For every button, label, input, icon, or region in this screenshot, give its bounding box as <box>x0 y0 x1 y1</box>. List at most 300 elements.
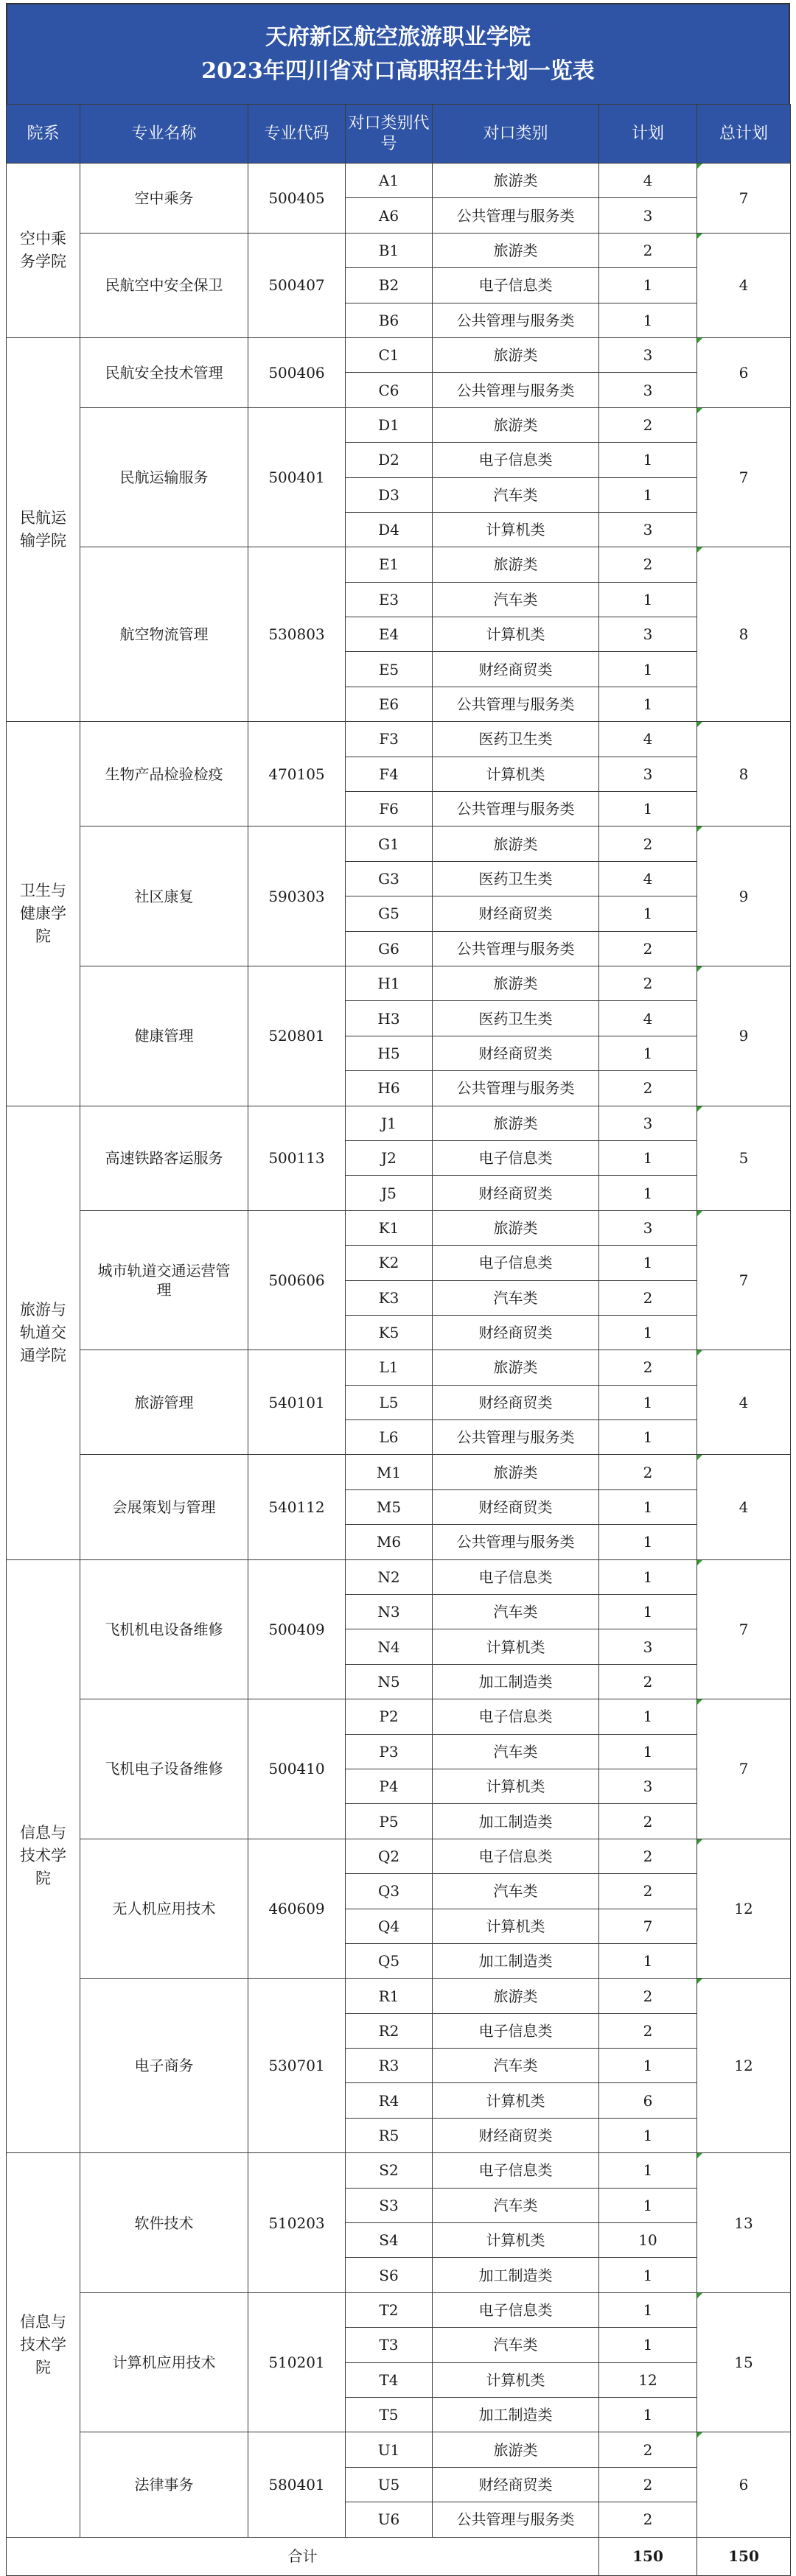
major-name: 计算机应用技术 <box>80 2292 248 2432</box>
major-name: 城市轨道交通运营管理 <box>80 1210 248 1350</box>
category-name: 医药卫生类 <box>433 1001 599 1036</box>
plan-count: 1 <box>599 1943 697 1978</box>
plan-count: 3 <box>599 337 697 372</box>
major-total: 4 <box>697 1455 791 1559</box>
sum-total: 150 <box>697 2537 791 2575</box>
category-name: 电子信息类 <box>433 2153 599 2188</box>
major-name: 民航运输服务 <box>80 407 248 547</box>
category-name: 计算机类 <box>433 2223 599 2258</box>
category-code: Q3 <box>346 1874 433 1909</box>
plan-count: 1 <box>599 1246 697 1280</box>
plan-count: 1 <box>599 2153 697 2188</box>
category-code: E6 <box>346 687 433 721</box>
category-name: 公共管理与服务类 <box>433 373 599 407</box>
category-name: 旅游类 <box>433 233 599 267</box>
school-name: 天府新区航空旅游职业学院 <box>265 24 531 50</box>
category-name: 电子信息类 <box>433 2292 599 2327</box>
category-code: S2 <box>346 2153 433 2188</box>
plan-count: 2 <box>599 1804 697 1839</box>
plan-count: 1 <box>599 1420 697 1455</box>
category-code: E5 <box>346 652 433 687</box>
category-name: 旅游类 <box>433 1210 599 1245</box>
category-name: 电子信息类 <box>433 2013 599 2048</box>
dept-name: 旅游与轨道交通学院 <box>7 1106 80 1559</box>
category-name: 医药卫生类 <box>433 722 599 757</box>
major-code: 470105 <box>248 722 346 827</box>
category-name: 旅游类 <box>433 1979 599 2013</box>
category-name: 旅游类 <box>433 1350 599 1385</box>
category-code: G3 <box>346 861 433 896</box>
plan-count: 1 <box>599 2258 697 2292</box>
category-name: 旅游类 <box>433 1106 599 1140</box>
header-category: 对口类别 <box>433 105 599 164</box>
table-row <box>7 1455 791 1489</box>
plan-count: 3 <box>599 198 697 233</box>
category-code: F6 <box>346 792 433 827</box>
major-name: 电子商务 <box>80 1979 248 2153</box>
table-body <box>7 164 791 2538</box>
category-name: 旅游类 <box>433 2432 599 2467</box>
plan-count: 3 <box>599 617 697 652</box>
category-code: D3 <box>346 477 433 512</box>
category-code: T2 <box>346 2292 433 2327</box>
plan-count: 2 <box>599 233 697 267</box>
category-name: 旅游类 <box>433 1455 599 1489</box>
plan-count: 2 <box>599 2467 697 2502</box>
category-code: G6 <box>346 931 433 966</box>
category-name: 财经商贸类 <box>433 1315 599 1350</box>
plan-count: 2 <box>599 931 697 966</box>
category-name: 公共管理与服务类 <box>433 792 599 827</box>
major-code: 510203 <box>248 2153 346 2293</box>
major-code: 510201 <box>248 2292 346 2432</box>
plan-count: 4 <box>599 1001 697 1036</box>
table-row <box>7 1559 791 1594</box>
major-code: 500406 <box>248 337 346 407</box>
plan-count: 1 <box>599 1385 697 1419</box>
plan-count: 1 <box>599 477 697 512</box>
category-code: Q2 <box>346 1839 433 1873</box>
plan-count: 4 <box>599 861 697 896</box>
plan-count: 1 <box>599 443 697 477</box>
plan-count: 1 <box>599 1699 697 1734</box>
table-row <box>7 2292 791 2327</box>
category-name: 公共管理与服务类 <box>433 198 599 233</box>
category-code: N2 <box>346 1559 433 1594</box>
major-total: 7 <box>697 164 791 234</box>
category-name: 计算机类 <box>433 512 599 547</box>
major-code: 520801 <box>248 966 346 1106</box>
category-code: N3 <box>346 1595 433 1629</box>
plan-count: 2 <box>599 966 697 1000</box>
major-code: 500407 <box>248 233 346 337</box>
category-name: 公共管理与服务类 <box>433 1420 599 1455</box>
category-code: H3 <box>346 1001 433 1036</box>
major-total: 9 <box>697 966 791 1106</box>
plan-count: 1 <box>599 1595 697 1629</box>
plan-count: 2 <box>599 1874 697 1909</box>
category-code: D4 <box>346 512 433 547</box>
major-total: 12 <box>697 1979 791 2153</box>
major-name: 旅游管理 <box>80 1350 248 1455</box>
major-name: 法律事务 <box>80 2432 248 2537</box>
category-code: T3 <box>346 2328 433 2362</box>
category-name: 公共管理与服务类 <box>433 303 599 337</box>
enrollment-plan-sheet <box>6 3 790 2576</box>
major-name: 飞机机电设备维修 <box>80 1559 248 1699</box>
category-code: R4 <box>346 2083 433 2118</box>
major-code: 530701 <box>248 1979 346 2153</box>
category-name: 电子信息类 <box>433 268 599 303</box>
table-row <box>7 337 791 372</box>
category-code: H5 <box>346 1036 433 1070</box>
category-name: 电子信息类 <box>433 1140 599 1175</box>
category-name: 财经商贸类 <box>433 1036 599 1070</box>
header-row <box>7 105 791 164</box>
category-name: 加工制造类 <box>433 1664 599 1699</box>
major-name: 飞机电子设备维修 <box>80 1699 248 1839</box>
category-code: H6 <box>346 1071 433 1106</box>
category-name: 计算机类 <box>433 2362 599 2397</box>
category-code: P3 <box>346 1734 433 1769</box>
plan-count: 1 <box>599 2398 697 2432</box>
major-code: 530803 <box>248 547 346 722</box>
plan-count: 3 <box>599 1769 697 1803</box>
category-name: 汽车类 <box>433 1595 599 1629</box>
category-code: U5 <box>346 2467 433 2502</box>
major-name: 生物产品检验检疫 <box>80 722 248 827</box>
plan-count: 1 <box>599 582 697 617</box>
category-code: A6 <box>346 198 433 233</box>
major-code: 580401 <box>248 2432 346 2537</box>
header-category-code: 对口类别代号 <box>346 105 433 164</box>
category-code: E4 <box>346 617 433 652</box>
major-total: 12 <box>697 1839 791 1979</box>
table-row <box>7 233 791 267</box>
plan-count: 2 <box>599 1664 697 1699</box>
table-title: 2023年四川省对口高职招生计划一览表 <box>201 57 595 84</box>
category-code: L1 <box>346 1350 433 1385</box>
category-code: A1 <box>346 164 433 198</box>
category-name: 汽车类 <box>433 477 599 512</box>
category-name: 财经商贸类 <box>433 652 599 687</box>
category-name: 旅游类 <box>433 337 599 372</box>
category-name: 加工制造类 <box>433 2398 599 2432</box>
plan-count: 3 <box>599 757 697 791</box>
category-code: J5 <box>346 1176 433 1210</box>
plan-count: 1 <box>599 792 697 827</box>
category-name: 汽车类 <box>433 582 599 617</box>
plan-count: 1 <box>599 687 697 721</box>
category-code: L5 <box>346 1385 433 1419</box>
category-code: D2 <box>346 443 433 477</box>
dept-name: 卫生与健康学院 <box>7 722 80 1106</box>
header-dept: 院系 <box>7 105 80 164</box>
plan-count: 2 <box>599 1979 697 2013</box>
plan-count: 2 <box>599 827 697 861</box>
category-code: P4 <box>346 1769 433 1803</box>
plan-count: 1 <box>599 1315 697 1350</box>
plan-count: 2 <box>599 1350 697 1385</box>
category-code: E3 <box>346 582 433 617</box>
category-code: Q4 <box>346 1909 433 1943</box>
plan-count: 6 <box>599 2083 697 2118</box>
plan-count: 1 <box>599 1489 697 1524</box>
plan-count: 1 <box>599 2328 697 2362</box>
table-row <box>7 827 791 861</box>
plan-count: 4 <box>599 164 697 198</box>
category-code: B2 <box>346 268 433 303</box>
major-name: 高速铁路客运服务 <box>80 1106 248 1210</box>
plan-count: 2 <box>599 407 697 442</box>
plan-count: 1 <box>599 1559 697 1594</box>
category-code: B6 <box>346 303 433 337</box>
major-total: 7 <box>697 1699 791 1839</box>
plan-count: 1 <box>599 1525 697 1559</box>
category-name: 计算机类 <box>433 1769 599 1803</box>
category-name: 财经商贸类 <box>433 1489 599 1524</box>
plan-count: 2 <box>599 1071 697 1106</box>
major-code: 500606 <box>248 1210 346 1350</box>
category-code: Q5 <box>346 1943 433 1978</box>
header-major: 专业名称 <box>80 105 248 164</box>
category-code: C1 <box>346 337 433 372</box>
category-name: 计算机类 <box>433 2083 599 2118</box>
plan-count: 2 <box>599 1280 697 1315</box>
table-row <box>7 547 791 582</box>
category-code: F4 <box>346 757 433 791</box>
category-code: H1 <box>346 966 433 1000</box>
major-total: 7 <box>697 407 791 547</box>
table-row <box>7 1350 791 1385</box>
category-name: 汽车类 <box>433 2328 599 2362</box>
major-total: 4 <box>697 233 791 337</box>
major-name: 健康管理 <box>80 966 248 1106</box>
category-code: R2 <box>346 2013 433 2048</box>
category-name: 电子信息类 <box>433 1559 599 1594</box>
major-code: 540101 <box>248 1350 346 1455</box>
sum-plan: 150 <box>599 2537 697 2575</box>
category-name: 加工制造类 <box>433 2258 599 2292</box>
plan-count: 2 <box>599 547 697 582</box>
plan-count: 1 <box>599 303 697 337</box>
header-plan: 计划 <box>599 105 697 164</box>
table-row <box>7 407 791 442</box>
category-name: 汽车类 <box>433 1734 599 1769</box>
table-row <box>7 966 791 1000</box>
category-code: S4 <box>346 2223 433 2258</box>
table-row <box>7 1210 791 1245</box>
category-name: 财经商贸类 <box>433 896 599 931</box>
plan-count: 2 <box>599 2502 697 2537</box>
category-code: R1 <box>346 1979 433 2013</box>
category-code: J1 <box>346 1106 433 1140</box>
category-name: 旅游类 <box>433 547 599 582</box>
major-name: 民航安全技术管理 <box>80 337 248 407</box>
plan-count: 1 <box>599 1176 697 1210</box>
plan-count: 3 <box>599 512 697 547</box>
category-name: 财经商贸类 <box>433 2118 599 2152</box>
dept-name: 信息与技术学院 <box>7 1559 80 2153</box>
plan-count: 1 <box>599 268 697 303</box>
category-code: C6 <box>346 373 433 407</box>
category-code: T4 <box>346 2362 433 2397</box>
plan-count: 1 <box>599 2118 697 2152</box>
category-code: M6 <box>346 1525 433 1559</box>
major-code: 460609 <box>248 1839 346 1979</box>
plan-count: 4 <box>599 722 697 757</box>
title-banner <box>6 3 790 104</box>
category-code: G5 <box>346 896 433 931</box>
category-code: M1 <box>346 1455 433 1489</box>
enrollment-plan-table <box>6 104 791 2576</box>
category-code: K3 <box>346 1280 433 1315</box>
category-code: T5 <box>346 2398 433 2432</box>
plan-count: 10 <box>599 2223 697 2258</box>
table-row <box>7 164 791 198</box>
category-name: 财经商贸类 <box>433 1176 599 1210</box>
major-name: 软件技术 <box>80 2153 248 2293</box>
category-name: 公共管理与服务类 <box>433 1525 599 1559</box>
major-code: 500405 <box>248 164 346 234</box>
dept-name: 信息与技术学院 <box>7 2153 80 2537</box>
category-code: J2 <box>346 1140 433 1175</box>
plan-count: 2 <box>599 1839 697 1873</box>
category-code: R5 <box>346 2118 433 2152</box>
category-name: 计算机类 <box>433 1909 599 1943</box>
major-total: 8 <box>697 547 791 722</box>
major-code: 500113 <box>248 1106 346 1210</box>
plan-count: 2 <box>599 2013 697 2048</box>
plan-count: 1 <box>599 1036 697 1070</box>
category-name: 电子信息类 <box>433 443 599 477</box>
category-name: 旅游类 <box>433 827 599 861</box>
major-total: 13 <box>697 2153 791 2293</box>
category-name: 计算机类 <box>433 617 599 652</box>
category-code: B1 <box>346 233 433 267</box>
table-row <box>7 2432 791 2467</box>
category-name: 公共管理与服务类 <box>433 2502 599 2537</box>
table-row <box>7 1699 791 1734</box>
major-total: 15 <box>697 2292 791 2432</box>
major-total: 4 <box>697 1350 791 1455</box>
category-name: 旅游类 <box>433 407 599 442</box>
major-total: 7 <box>697 1559 791 1699</box>
sum-row <box>7 2537 791 2575</box>
category-code: L6 <box>346 1420 433 1455</box>
table-row <box>7 1839 791 1873</box>
major-name: 航空物流管理 <box>80 547 248 722</box>
header-code: 专业代码 <box>248 105 346 164</box>
category-code: E1 <box>346 547 433 582</box>
category-name: 加工制造类 <box>433 1943 599 1978</box>
major-total: 9 <box>697 827 791 966</box>
major-name: 无人机应用技术 <box>80 1839 248 1979</box>
category-name: 电子信息类 <box>433 1246 599 1280</box>
category-name: 财经商贸类 <box>433 2467 599 2502</box>
category-code: S6 <box>346 2258 433 2292</box>
plan-count: 1 <box>599 896 697 931</box>
plan-count: 7 <box>599 1909 697 1943</box>
category-name: 汽车类 <box>433 2049 599 2083</box>
plan-count: 1 <box>599 652 697 687</box>
category-code: N5 <box>346 1664 433 1699</box>
category-code: P5 <box>346 1804 433 1839</box>
category-name: 汽车类 <box>433 1280 599 1315</box>
major-name: 会展策划与管理 <box>80 1455 248 1559</box>
major-code: 500410 <box>248 1699 346 1839</box>
sum-label: 合计 <box>7 2537 599 2575</box>
category-code: K5 <box>346 1315 433 1350</box>
plan-count: 1 <box>599 1140 697 1175</box>
plan-count: 1 <box>599 2049 697 2083</box>
category-name: 医药卫生类 <box>433 861 599 896</box>
major-total: 7 <box>697 1210 791 1350</box>
plan-count: 2 <box>599 1455 697 1489</box>
table-row <box>7 722 791 757</box>
category-code: G1 <box>346 827 433 861</box>
category-name: 计算机类 <box>433 757 599 791</box>
plan-count: 3 <box>599 1106 697 1140</box>
category-code: D1 <box>346 407 433 442</box>
plan-count: 12 <box>599 2362 697 2397</box>
category-name: 公共管理与服务类 <box>433 1071 599 1106</box>
table-row <box>7 1979 791 2013</box>
major-code: 590303 <box>248 827 346 966</box>
major-name: 民航空中安全保卫 <box>80 233 248 337</box>
category-code: U6 <box>346 2502 433 2537</box>
header-total: 总计划 <box>697 105 791 164</box>
category-code: K2 <box>346 1246 433 1280</box>
major-name: 社区康复 <box>80 827 248 966</box>
plan-count: 3 <box>599 373 697 407</box>
category-code: K1 <box>346 1210 433 1245</box>
major-code: 500401 <box>248 407 346 547</box>
category-code: N4 <box>346 1629 433 1664</box>
plan-count: 1 <box>599 2188 697 2222</box>
major-total: 5 <box>697 1106 791 1210</box>
table-row <box>7 1106 791 1140</box>
category-code: R3 <box>346 2049 433 2083</box>
plan-count: 1 <box>599 1734 697 1769</box>
dept-name: 空中乘务学院 <box>7 164 80 338</box>
category-code: P2 <box>346 1699 433 1734</box>
major-code: 540112 <box>248 1455 346 1559</box>
major-total: 6 <box>697 2432 791 2537</box>
major-name: 空中乘务 <box>80 164 248 234</box>
category-name: 电子信息类 <box>433 1699 599 1734</box>
dept-name: 民航运输学院 <box>7 337 80 721</box>
major-total: 8 <box>697 722 791 827</box>
category-name: 加工制造类 <box>433 1804 599 1839</box>
category-name: 汽车类 <box>433 2188 599 2222</box>
category-code: S3 <box>346 2188 433 2222</box>
table-row <box>7 2153 791 2188</box>
category-name: 财经商贸类 <box>433 1385 599 1419</box>
category-name: 电子信息类 <box>433 1839 599 1873</box>
category-code: U1 <box>346 2432 433 2467</box>
major-code: 500409 <box>248 1559 346 1699</box>
major-total: 6 <box>697 337 791 407</box>
plan-count: 3 <box>599 1629 697 1664</box>
category-name: 计算机类 <box>433 1629 599 1664</box>
category-code: M5 <box>346 1489 433 1524</box>
category-name: 汽车类 <box>433 1874 599 1909</box>
category-name: 旅游类 <box>433 966 599 1000</box>
category-name: 公共管理与服务类 <box>433 931 599 966</box>
category-name: 旅游类 <box>433 164 599 198</box>
plan-count: 1 <box>599 2292 697 2327</box>
